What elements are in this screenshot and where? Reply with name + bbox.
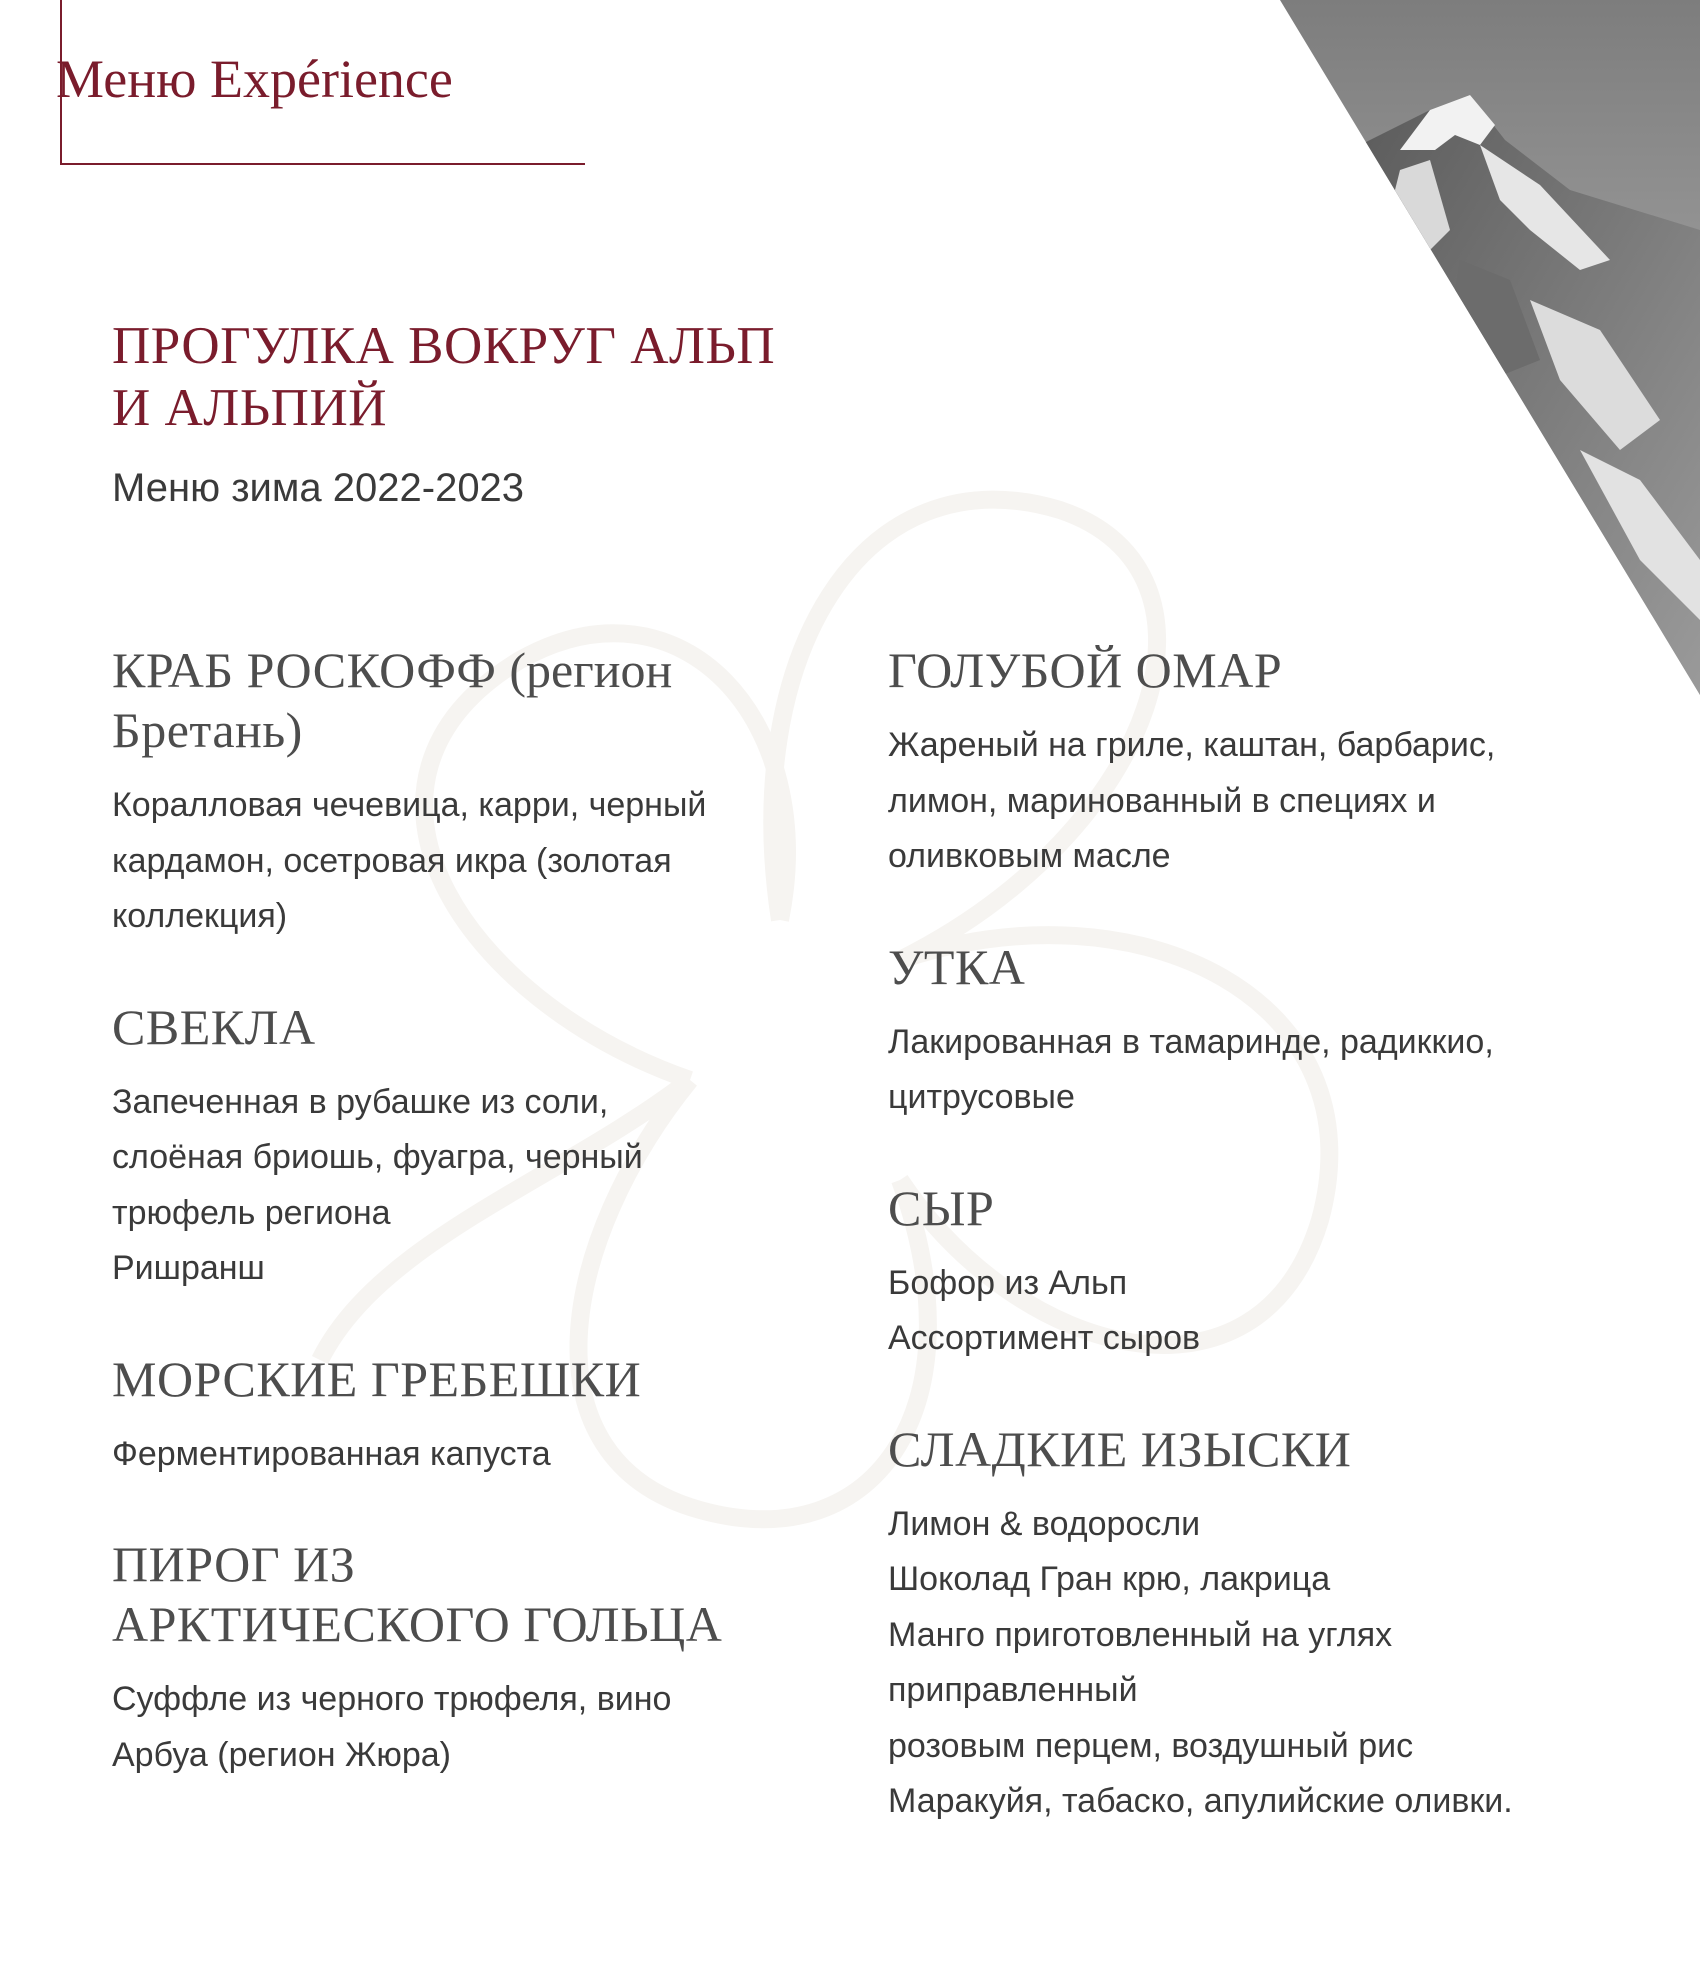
description-line: Коралловая чечевица, карри, черный (112, 786, 707, 824)
course-item (888, 1178, 1628, 1367)
course-item (888, 1419, 1628, 1830)
description-line: Бофор из Альп (888, 1263, 1128, 1302)
description-line: приправленный (888, 1671, 1138, 1709)
course-name (112, 1534, 812, 1654)
course-item (112, 997, 812, 1297)
description-line: Ришранш (112, 1249, 265, 1287)
menu-title-line: И АЛЬПИЙ (112, 379, 388, 437)
description-line: розовым перцем, воздушный рис (888, 1726, 1414, 1765)
description-line: Маракуйя, табаско, апулийские оливки. (888, 1782, 1513, 1820)
course-description (112, 1427, 812, 1483)
course-description (888, 1015, 1628, 1126)
course-name-text: АРКТИЧЕСКОГО ГОЛЬЦА (112, 1596, 723, 1652)
description-line: Ассортимент сыров (888, 1319, 1201, 1357)
description-line: Суффле из черного трюфеля, вино (112, 1680, 672, 1718)
description-line: Запеченная в рубашке из соли, (112, 1082, 609, 1121)
menu-subtitle: Меню зима 2022-2023 (112, 466, 525, 510)
menu-title (112, 315, 912, 439)
course-item (112, 1349, 812, 1483)
description-line: трюфель региона (112, 1193, 391, 1232)
description-line: Ферментированная капуста (112, 1434, 551, 1473)
description-line: кардамон, осетровая икра (золотая (112, 841, 672, 880)
description-line: Жареный на гриле, каштан, барбарис, (888, 726, 1496, 764)
course-name (112, 640, 812, 760)
course-name: СЛАДКИЕ ИЗЫСКИ (888, 1420, 1352, 1477)
course-description (112, 778, 812, 945)
description-line: цитрусовые (888, 1078, 1075, 1116)
course-item (112, 640, 812, 945)
right-course-column (888, 640, 1628, 1882)
description-line: Арбуа (регион Жюра) (112, 1735, 451, 1774)
course-name: УТКА (888, 938, 1026, 995)
course-name: СЫР (888, 1179, 995, 1236)
course-name: МОРСКИЕ ГРЕБЕШКИ (112, 1350, 642, 1407)
description-line: лимон, маринованный в специях и (888, 781, 1436, 820)
course-name: ГОЛУБОЙ ОМАР (888, 642, 1283, 698)
course-description (112, 1075, 812, 1297)
brand-title: Меню Expérience (56, 49, 453, 109)
description-line: Лакированная в тамаринде, радиккио, (888, 1022, 1494, 1061)
menu-title-line: ПРОГУЛКА ВОКРУГ АЛЬП (112, 317, 776, 375)
left-course-column (112, 640, 812, 1835)
course-description (888, 1256, 1628, 1367)
description-line: слоёная бриошь, фуагра, черный (112, 1138, 643, 1176)
course-name: СВЕКЛА (112, 998, 316, 1055)
course-item (888, 640, 1628, 885)
course-item (888, 937, 1628, 1126)
description-line: Манго приготовленный на углях (888, 1615, 1393, 1654)
course-name-note: Бретань) (112, 702, 303, 758)
description-line: Шоколад Гран крю, лакрица (888, 1560, 1331, 1598)
course-name-text: ПИРОГ ИЗ (112, 1536, 356, 1592)
course-name-text: КРАБ РОСКОФФ (112, 642, 497, 698)
course-name-note: (регион (509, 642, 673, 698)
description-line: Лимон & водоросли (888, 1504, 1201, 1543)
course-description (888, 1497, 1628, 1830)
description-line: коллекция) (112, 897, 288, 935)
course-description (112, 1672, 812, 1783)
description-line: оливковым масле (888, 837, 1171, 875)
course-item (112, 1534, 812, 1783)
course-description (888, 718, 1628, 885)
